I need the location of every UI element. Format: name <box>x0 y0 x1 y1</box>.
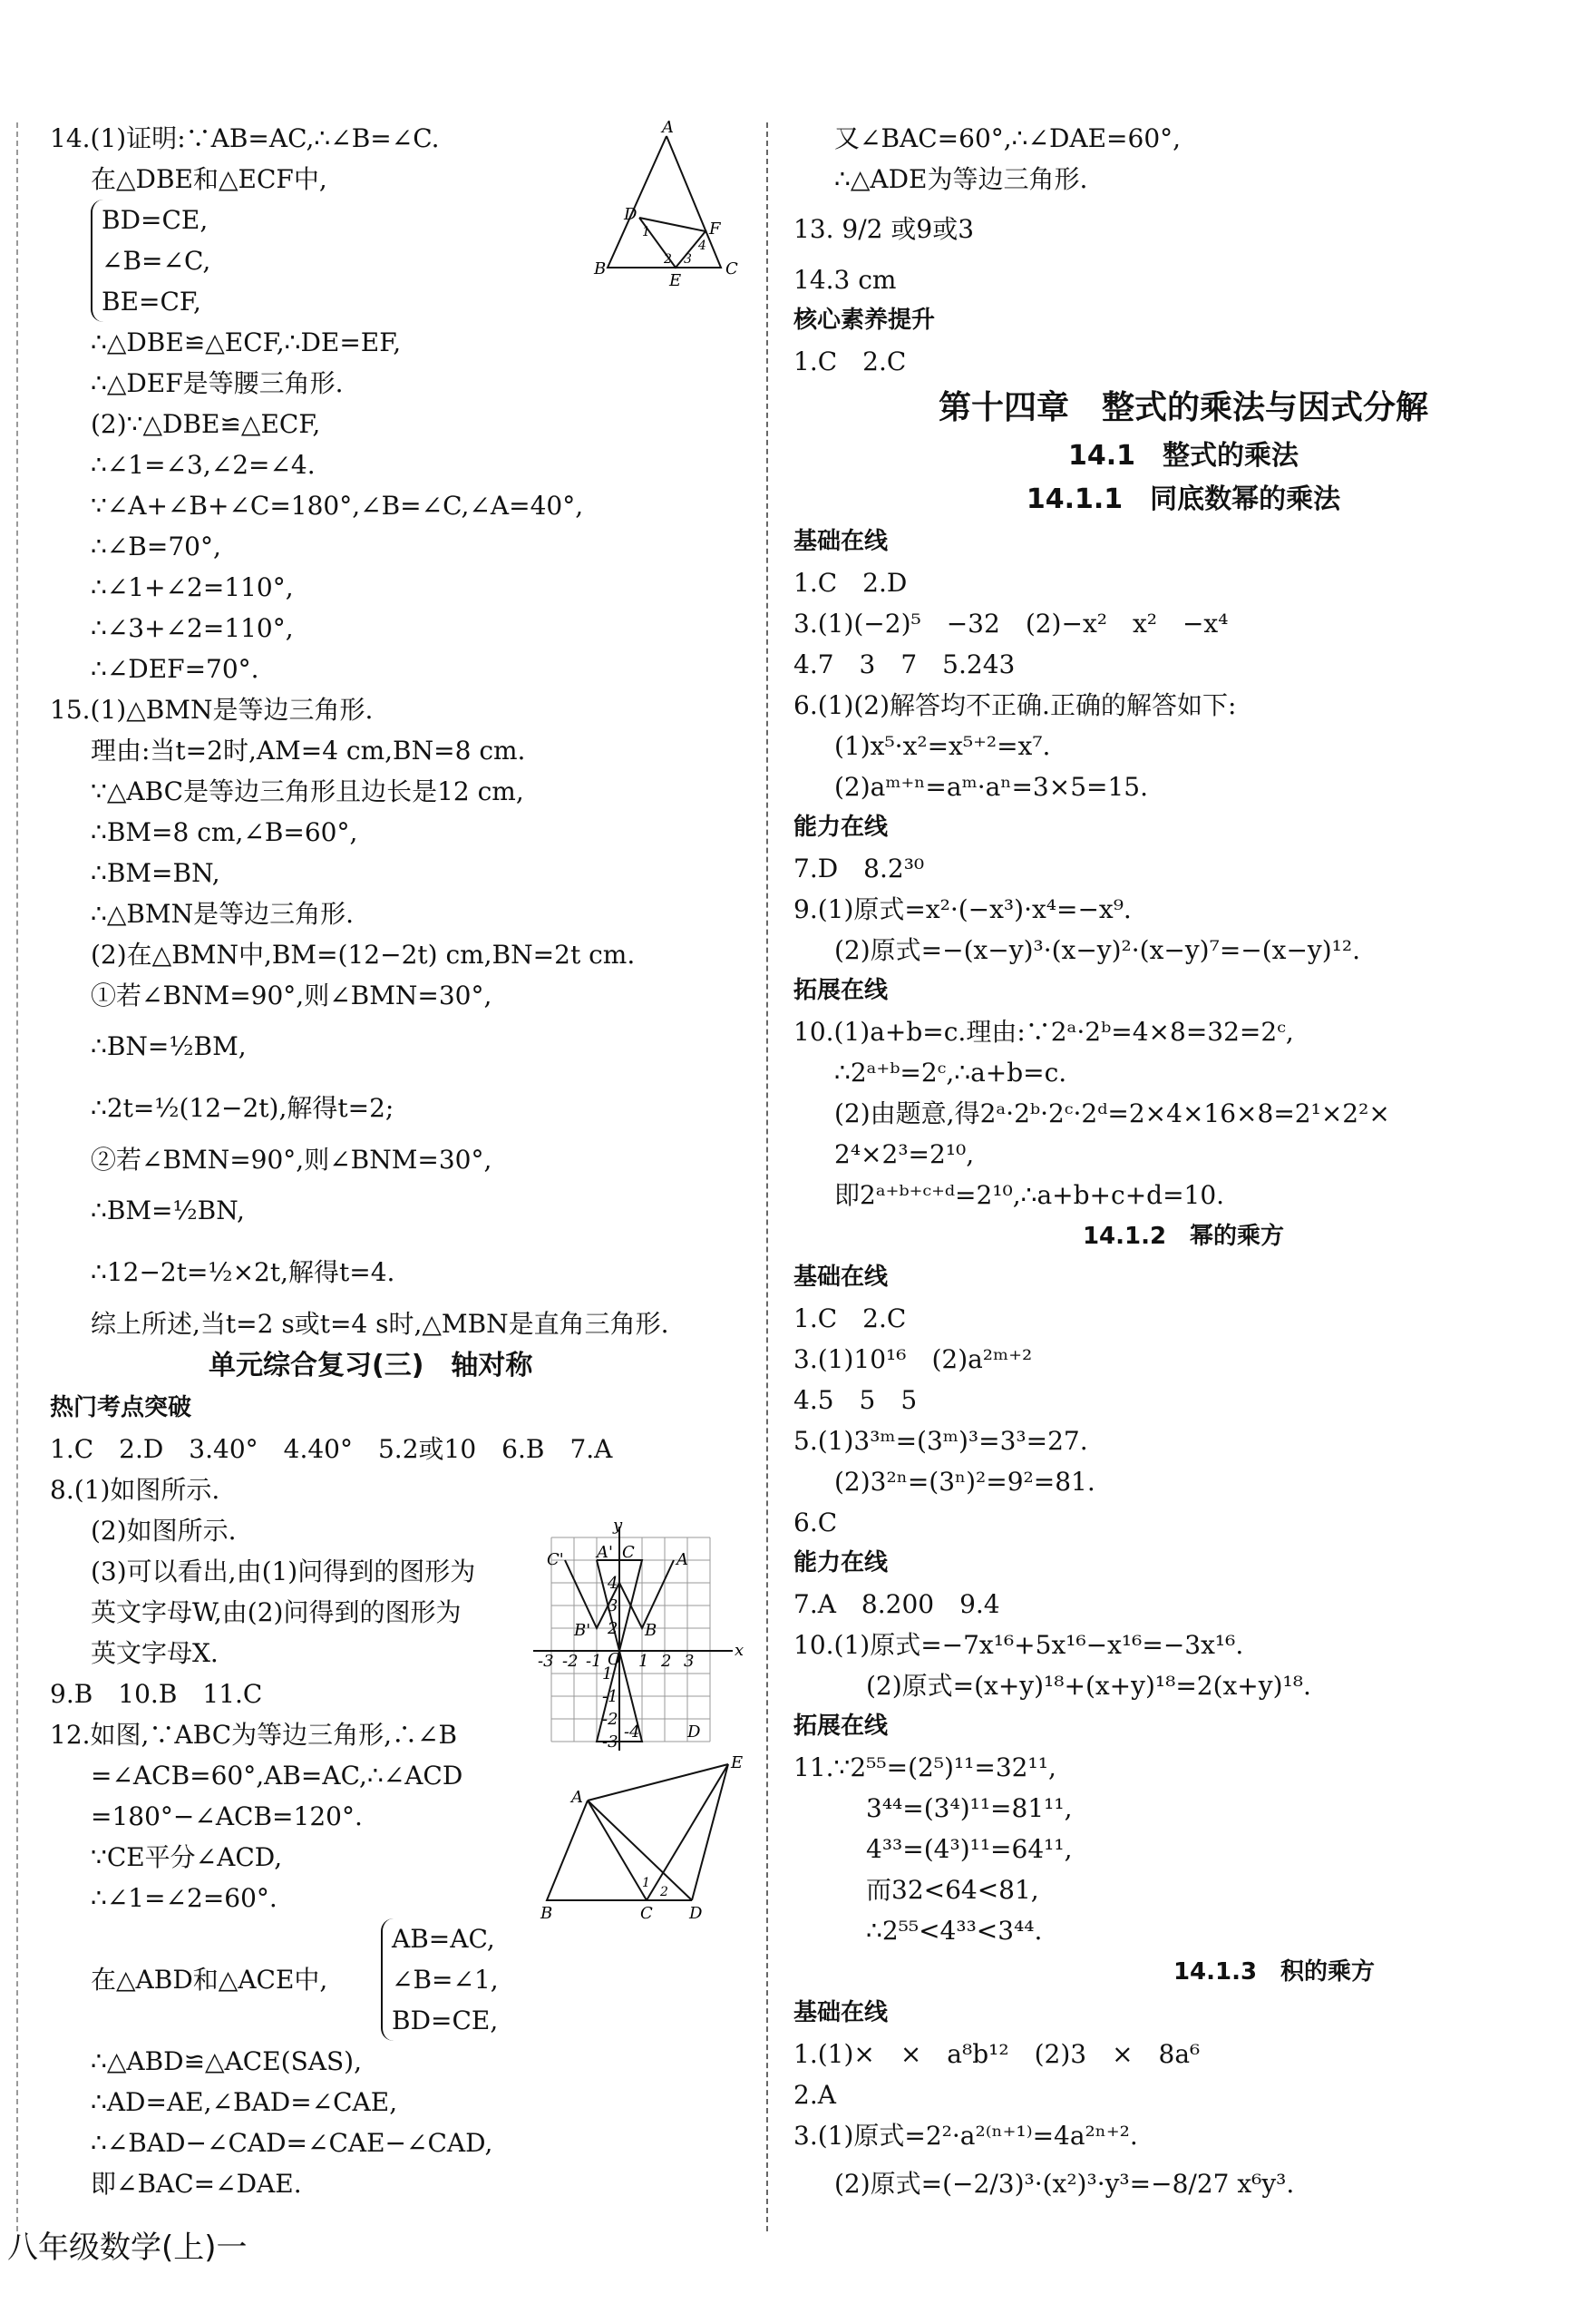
fig2-label: 2 <box>661 1652 672 1671</box>
q14-line: ∴△DEF是等腰三角形. <box>91 368 344 398</box>
b3-line: 3.(1)原式=2²·a²⁽ⁿ⁺¹⁾=4a²ⁿ⁺². <box>793 2121 1138 2151</box>
q15-line: 综上所述,当t=2 s或t=4 s时,△MBN是直角三角形. <box>91 1309 669 1339</box>
b1-line: 6.(1)(2)解答均不正确.正确的解答如下: <box>793 690 1237 720</box>
q14-line: ∴△DBE≌△ECF,∴DE=EF, <box>91 327 402 357</box>
grid-figure-q8 <box>524 1519 746 1760</box>
e1-line: ∴2ᵃ⁺ᵇ=2ᶜ,∴a+b=c. <box>834 1058 1067 1088</box>
q15-line: ∴BN=½BM, <box>91 1031 247 1061</box>
q15-line: ∴△BMN是等边三角形. <box>91 899 354 929</box>
e1-line: 2⁴×2³=2¹⁰, <box>834 1139 975 1169</box>
right-top-line: ∴△ADE为等边三角形. <box>834 164 1088 194</box>
fig2-label: -2 <box>562 1652 579 1671</box>
hot-line: ∴AD=AE,∠BAD=∠CAE, <box>91 2087 398 2117</box>
fig2-label: -4 <box>624 1723 640 1742</box>
q14-line: ∴∠DEF=70°. <box>91 654 259 684</box>
hot-line: ∴△ABD≌△ACE(SAS), <box>91 2046 363 2076</box>
hot-line: ∠B=∠1, <box>392 1965 499 1995</box>
fig2-label: D <box>687 1723 701 1742</box>
hot-line: 9.B 10.B 11.C <box>50 1679 263 1709</box>
left-margin-rule <box>16 122 18 2231</box>
b2-line: 5.(1)3³ᵐ=(3ᵐ)³=3³=27. <box>793 1426 1088 1456</box>
chapter-title: 第十四章 整式的乘法与因式分解 <box>938 389 1428 426</box>
fig3-label: 2 <box>660 1885 668 1899</box>
b2-line: 1.C 2.C <box>793 1303 907 1333</box>
fig2-label: -3 <box>602 1732 618 1752</box>
a2-line: 7.A 8.200 9.4 <box>793 1589 1000 1619</box>
q14-line: ∠B=∠C, <box>102 246 211 276</box>
fig1-label: 1 <box>642 225 650 239</box>
fig3-label: D <box>689 1904 703 1923</box>
hot-line: (3)可以看出,由(1)问得到的图形为 <box>91 1557 476 1586</box>
fig3-label: E <box>731 1755 744 1772</box>
basic-title: 基础在线 <box>793 1264 889 1291</box>
a1-line: 7.D 8.2³⁰ <box>793 854 925 883</box>
extend-title: 拓展在线 <box>793 977 889 1004</box>
fig2-label: 1 <box>602 1664 613 1684</box>
e2-line: ∴2⁵⁵<4³³<3⁴⁴. <box>866 1916 1043 1946</box>
fig3-label: A <box>571 1788 583 1807</box>
q14-line: ∵∠A+∠B+∠C=180°,∠B=∠C,∠A=40°, <box>91 491 584 521</box>
e2-line: 11.∵2⁵⁵=(2⁵)¹¹=32¹¹, <box>793 1752 1056 1782</box>
q14-line: (2)∵△DBE≌△ECF, <box>91 409 321 439</box>
b1-line: (1)x⁵·x²=x⁵⁺²=x⁷. <box>834 731 1051 761</box>
q15-line: ①若∠BNM=90°,则∠BMN=30°, <box>91 981 492 1010</box>
hot-line: 即∠BAC=∠DAE. <box>91 2169 302 2199</box>
fig2-label: x <box>735 1641 744 1660</box>
fig1-label: 4 <box>698 239 706 253</box>
hot-line: 在△ABD和△ACE中, <box>91 1965 328 1995</box>
q15-line: ∴BM=8 cm,∠B=60°, <box>91 817 358 847</box>
q14-line: BD=CE, <box>102 205 209 235</box>
a1-line: 9.(1)原式=x²·(−x³)·x⁴=−x⁹. <box>793 894 1132 924</box>
q15-line: ∴BM=BN, <box>91 858 220 888</box>
q15-line: ∴2t=½(12−2t),解得t=2; <box>91 1093 394 1123</box>
hot-line: 英文字母X. <box>91 1638 219 1668</box>
triangle-figure-q12 <box>533 1755 751 1932</box>
b1-line: 4.7 3 7 5.243 <box>793 649 1016 679</box>
fig3-label: 1 <box>642 1876 650 1890</box>
e1-line: (2)由题意,得2ᵃ·2ᵇ·2ᶜ·2ᵈ=2×4×16×8=2¹×2²× <box>834 1098 1390 1128</box>
brace <box>91 200 210 322</box>
right-top-line: 13. 9/2 或9或3 <box>793 214 975 244</box>
b2-line: 3.(1)10¹⁶ (2)a²ᵐ⁺² <box>793 1344 1033 1374</box>
q14-line: ∴∠3+∠2=110°, <box>91 613 294 643</box>
q15-line: (2)在△BMN中,BM=(12−2t) cm,BN=2t cm. <box>91 940 636 970</box>
e1-line: 即2ᵃ⁺ᵇ⁺ᶜ⁺ᵈ=2¹⁰,∴a+b+c+d=10. <box>834 1180 1225 1210</box>
ability-title: 能力在线 <box>793 814 889 841</box>
brace <box>381 1918 499 2041</box>
hot-line: ∴∠1=∠2=60°. <box>91 1883 277 1913</box>
fig2-label: y <box>613 1519 623 1535</box>
hot-line: ∵CE平分∠ACD, <box>91 1842 283 1872</box>
fig2-label: B' <box>574 1621 591 1640</box>
section-14-1-3: 14.1.3 积的乘方 <box>1173 1958 1376 1986</box>
a1-line: (2)原式=−(x−y)³·(x−y)²·(x−y)⁷=−(x−y)¹². <box>834 935 1361 965</box>
section-title: 核心素养提升 <box>793 307 936 334</box>
q14-line: BE=CF, <box>102 287 201 317</box>
hot-line: 12.如图,∵ABC为等边三角形,∴∠B <box>50 1720 458 1750</box>
fig3-label: C <box>640 1904 653 1923</box>
fig2-label: -1 <box>602 1687 618 1706</box>
hot-line: 英文字母W,由(2)问得到的图形为 <box>91 1597 462 1627</box>
b3-line: 2.A <box>793 2080 836 2110</box>
fig1-label: A <box>662 118 674 137</box>
fig2-label: 3 <box>684 1652 695 1671</box>
fig1-label: 2 <box>664 252 672 267</box>
e1-line: 10.(1)a+b=c.理由:∵2ᵃ·2ᵇ=4×8=32=2ᶜ, <box>793 1017 1294 1047</box>
fig3-label: B <box>540 1904 553 1923</box>
unit-title: 单元综合复习(三) 轴对称 <box>209 1350 533 1381</box>
b3-line: (2)原式=(−2/3)³·(x²)³·y³=−8/27 x⁶y³. <box>834 2169 1295 2199</box>
e2-line: 而32<64<81, <box>866 1875 1039 1905</box>
right-top-line: 14.3 cm <box>793 265 897 295</box>
fig2-label: 2 <box>608 1619 618 1638</box>
fig1-label: F <box>709 220 721 239</box>
extend-title: 拓展在线 <box>793 1713 889 1740</box>
fig1-label: 3 <box>684 252 692 267</box>
b1-line: 3.(1)(−2)⁵ −32 (2)−x² x² −x⁴ <box>793 609 1229 639</box>
hot-line: =180°−∠ACB=120°. <box>91 1801 363 1831</box>
hot-line: ∴∠BAD−∠CAD=∠CAE−∠CAD, <box>91 2128 493 2158</box>
right-column <box>793 118 1573 2212</box>
fig1-label: D <box>624 205 637 224</box>
q14-line: ∴∠1+∠2=110°, <box>91 572 294 602</box>
b3-line: 1.(1)× × a⁸b¹² (2)3 × 8a⁶ <box>793 2039 1201 2069</box>
fig2-label: A' <box>597 1543 613 1562</box>
q15-line: 理由:当t=2时,AM=4 cm,BN=8 cm. <box>91 736 526 766</box>
q15-line: ∴BM=½BN, <box>91 1196 245 1225</box>
section-14-1-2: 14.1.2 幂的乘方 <box>1082 1223 1285 1250</box>
b1-line: (2)aᵐ⁺ⁿ=aᵐ·aⁿ=3×5=15. <box>834 772 1148 802</box>
q12-brace-group <box>50 1918 748 2041</box>
fig2-label: 1 <box>638 1652 649 1671</box>
fig2-label: O <box>608 1650 621 1669</box>
b2-line: (2)3²ⁿ=(3ⁿ)²=9²=81. <box>834 1467 1095 1497</box>
hot-line: 1.C 2.D 3.40° 4.40° 5.2或10 6.B 7.A <box>50 1434 613 1464</box>
e2-line: 3⁴⁴=(3⁴)¹¹=81¹¹, <box>866 1793 1073 1823</box>
hot-line: (2)如图所示. <box>91 1516 237 1546</box>
section-14-1: 14.1 整式的乘法 <box>1067 440 1299 472</box>
q15-line: ②若∠BMN=90°,则∠BNM=30°, <box>91 1145 492 1175</box>
q15-line: ∴12−2t=½×2t,解得t=4. <box>91 1257 395 1287</box>
right-top-line: 又∠BAC=60°,∴∠DAE=60°, <box>834 123 1182 153</box>
fig2-label: B <box>645 1621 657 1640</box>
b2-line: 4.5 5 5 <box>793 1385 918 1415</box>
q15-line: 15.(1)△BMN是等边三角形. <box>50 695 374 725</box>
b2-line: 6.C <box>793 1508 838 1537</box>
a2-line: (2)原式=(x+y)¹⁸+(x+y)¹⁸=2(x+y)¹⁸. <box>866 1671 1311 1701</box>
fig2-label: 4 <box>608 1574 618 1593</box>
e2-line: 4³³=(4³)¹¹=64¹¹, <box>866 1834 1073 1864</box>
fig2-label: C <box>622 1543 635 1562</box>
page-footer: 八年级数学(上)一 <box>7 2230 248 2266</box>
triangle-figure-q14 <box>589 118 744 290</box>
fig1-label: C <box>725 259 738 278</box>
hot-line: =∠ACB=60°,AB=AC,∴∠ACD <box>91 1761 463 1791</box>
q15-line: ∵△ABC是等边三角形且边长是12 cm, <box>91 776 524 806</box>
b1-line: 1.C 2.D <box>793 568 908 598</box>
fig1-label: B <box>594 259 607 278</box>
fig2-label: C' <box>547 1550 564 1569</box>
q14-line: 14.(1)证明:∵AB=AC,∴∠B=∠C. <box>50 123 440 153</box>
fig2-label: A <box>676 1550 688 1569</box>
a2-line: 10.(1)原式=−7x¹⁶+5x¹⁶−x¹⁶=−3x¹⁶. <box>793 1630 1244 1660</box>
hot-line: BD=CE, <box>392 2006 499 2035</box>
fig2-label: 3 <box>608 1596 618 1615</box>
fig2-label: -2 <box>602 1710 618 1729</box>
q14-line: ∴∠B=70°, <box>91 532 221 561</box>
basic-title: 基础在线 <box>793 1999 889 2026</box>
hot-line: AB=AC, <box>392 1924 495 1954</box>
core-line: 1.C 2.C <box>793 346 907 376</box>
fig2-label: -1 <box>586 1652 602 1671</box>
basic-title: 基础在线 <box>793 528 889 555</box>
section-14-1-1: 14.1.1 同底数幂的乘法 <box>1026 483 1341 515</box>
section-title: 热门考点突破 <box>50 1394 192 1421</box>
ability-title: 能力在线 <box>793 1549 889 1576</box>
fig2-label: -3 <box>538 1652 554 1671</box>
fig1-label: E <box>669 271 682 290</box>
q14-line: 在△DBE和△ECF中, <box>91 164 327 194</box>
column-divider <box>766 122 768 2231</box>
q14-line: ∴∠1=∠3,∠2=∠4. <box>91 450 316 480</box>
hot-line: 8.(1)如图所示. <box>50 1475 220 1505</box>
